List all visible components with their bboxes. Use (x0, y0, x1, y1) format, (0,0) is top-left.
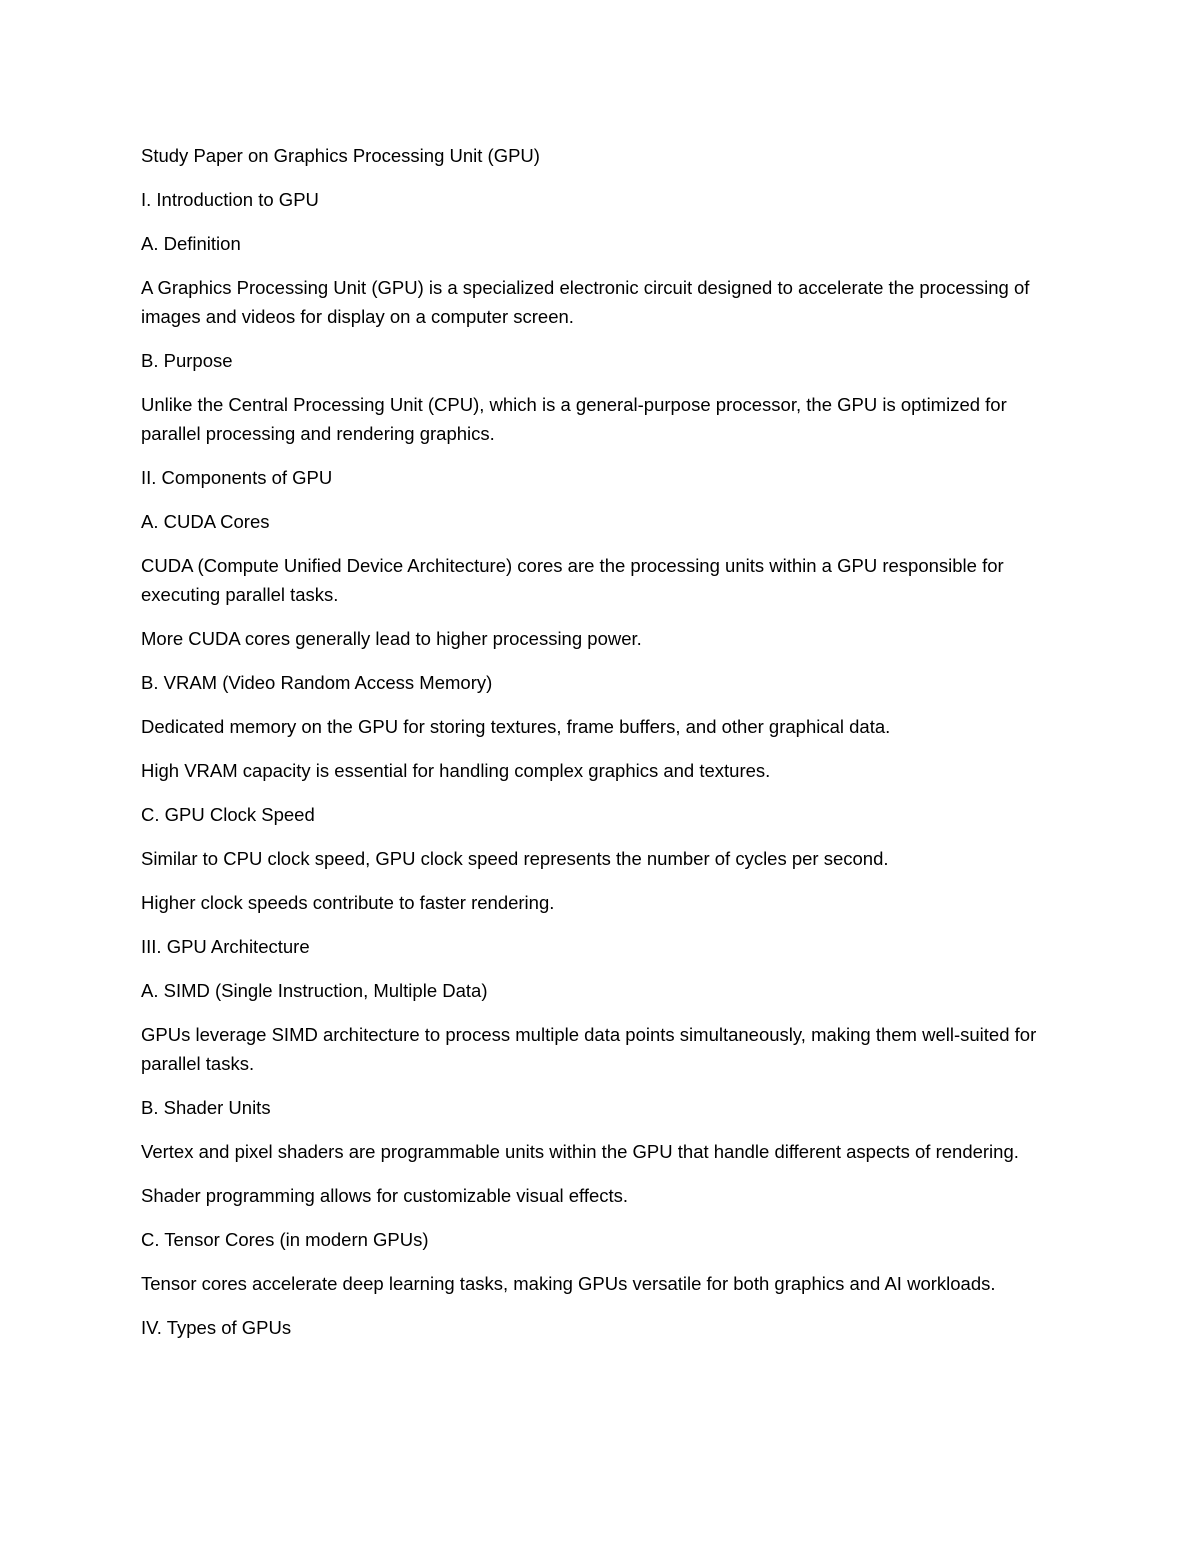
paragraph: GPUs leverage SIMD architecture to process multiple data points simultaneously, making them well-suited for parallel tasks. (141, 1024, 1037, 1074)
subsection-heading: C. Tensor Cores (in modern GPUs) (141, 1229, 429, 1250)
paragraph: Tensor cores accelerate deep learning tasks, making GPUs versatile for both graphics and AI workloads. (141, 1273, 996, 1294)
document-title: Study Paper on Graphics Processing Unit (GPU) (141, 145, 540, 166)
subsection-heading: B. Purpose (141, 350, 233, 371)
paragraph: More CUDA cores generally lead to higher processing power. (141, 628, 642, 649)
subsection-heading: B. VRAM (Video Random Access Memory) (141, 672, 493, 693)
section-heading: II. Components of GPU (141, 467, 333, 488)
section-heading: I. Introduction to GPU (141, 189, 319, 210)
subsection-heading: B. Shader Units (141, 1097, 271, 1118)
paragraph: Vertex and pixel shaders are programmable units within the GPU that handle different aspects of rendering. (141, 1141, 1019, 1162)
paragraph: CUDA (Compute Unified Device Architecture) cores are the processing units within a GPU responsible for executing parallel tasks. (141, 555, 1004, 605)
subsection-heading: A. CUDA Cores (141, 511, 270, 532)
paragraph: A Graphics Processing Unit (GPU) is a specialized electronic circuit designed to accelerate the processing of images and videos for display on a computer screen. (141, 277, 1030, 327)
paragraph: High VRAM capacity is essential for handling complex graphics and textures. (141, 760, 771, 781)
paragraph: Higher clock speeds contribute to faster rendering. (141, 892, 555, 913)
section-heading: IV. Types of GPUs (141, 1317, 292, 1338)
paragraph: Dedicated memory on the GPU for storing textures, frame buffers, and other graphical data. (141, 716, 891, 737)
subsection-heading: A. SIMD (Single Instruction, Multiple Data) (141, 980, 488, 1001)
section-heading: III. GPU Architecture (141, 936, 310, 957)
paragraph: Unlike the Central Processing Unit (CPU), which is a general-purpose processor, the GPU is optimized for parallel processing and rendering graphics. (141, 394, 1007, 444)
subsection-heading: A. Definition (141, 233, 241, 254)
document-body (141, 141, 1071, 1357)
paragraph: Shader programming allows for customizable visual effects. (141, 1185, 629, 1206)
subsection-heading: C. GPU Clock Speed (141, 804, 315, 825)
paragraph: Similar to CPU clock speed, GPU clock speed represents the number of cycles per second. (141, 848, 889, 869)
